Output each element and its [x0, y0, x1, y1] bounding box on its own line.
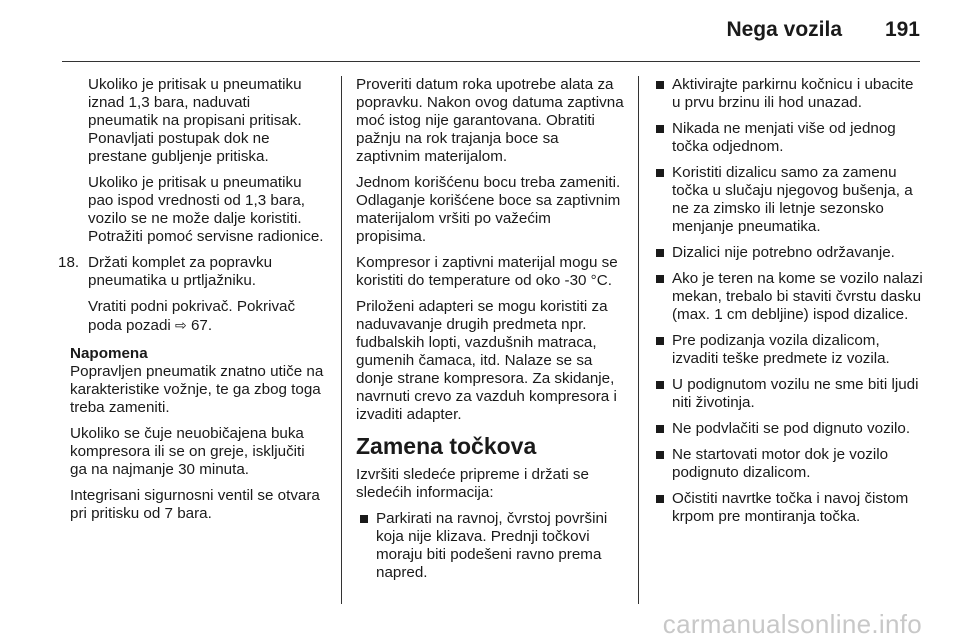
step-number: 18.: [58, 254, 80, 271]
column-divider-2: [638, 76, 639, 604]
bullet-item: [652, 332, 926, 368]
bullet-item: [652, 376, 926, 412]
page-number: 191: [884, 18, 920, 41]
note-paragraph: Ukoliko se čuje neuobičajena buka kompresora ili se on greje, isključiti ga na najmanje 30 minuta.: [70, 425, 305, 478]
bullet-square-icon: [656, 249, 664, 257]
bullet-text: Očistiti navrtke točka i navoj čistom krpom pre montiranja točka.: [672, 490, 909, 525]
page-reference[interactable]: 67.: [190, 317, 213, 334]
numbered-step-18: [58, 254, 324, 335]
bullet-text: Nikada ne menjati više od jednog točka odjednom.: [672, 120, 896, 155]
note-paragraph: Integrisani sigurnosni ventil se otvara pri pritisku od 7 bara.: [70, 487, 320, 522]
bullet-square-icon: [656, 81, 664, 89]
bullet-square-icon: [656, 425, 664, 433]
step-subtext: Vratiti podni pokrivač. Pokrivač poda pozadi ⇨ 67.: [88, 298, 296, 334]
note-heading: Napomena: [70, 345, 148, 362]
bullet-square-icon: [656, 169, 664, 177]
paragraph: Ukoliko je pritisak u pneumatiku iznad 1,3 bara, naduvati pneumatik na propisani pritisak. Ponavljati postupak dok ne prestane gubljenje pritiska.: [88, 76, 302, 165]
bullet-text: Ne startovati motor dok je vozilo podignuto dizalicom.: [672, 446, 889, 481]
bullet-item: [652, 270, 926, 324]
section-heading: Zamena točkova: [356, 433, 537, 459]
column-2: [356, 76, 624, 590]
paragraph: Izvršiti sledeće pripreme i držati se sledećih informacija:: [356, 466, 589, 501]
bullet-item: [652, 76, 926, 112]
column-3: [652, 76, 926, 534]
bullet-square-icon: [360, 515, 368, 523]
paragraph: Kompresor i zaptivni materijal mogu se koristiti do temperature od oko -30 °C.: [356, 254, 618, 289]
bullet-text: Aktivirajte parkirnu kočnicu i ubacite u prvu brzinu ili hod unazad.: [672, 76, 914, 111]
bullet-text: Dizalici nije potrebno održavanje.: [672, 244, 895, 261]
paragraph: Priloženi adapteri se mogu koristiti za naduvavanje drugih predmeta npr. fudbalskih lopti, vazdušnih matraca, gumenih čamaca, itd. Nalaze se sa donje strane kompresora. Za skidanje, navrnuti crevo za vazduh kompresora i izvaditi adapter.: [356, 298, 617, 423]
bullet-square-icon: [656, 495, 664, 503]
paragraph: Proveriti datum roka upotrebe alata za popravku. Nakon ovog datuma zaptivna moć istog nije garantovana. Obratiti pažnju na rok trajanja boce sa zaptivnim materijalom.: [356, 76, 624, 165]
bullet-item: [652, 446, 926, 482]
bullet-item: [652, 120, 926, 156]
watermark: carmanualsonline.info: [662, 609, 922, 639]
bullet-text: Koristiti dizalicu samo za zamenu točka u slučaju njegovog bušenja, a ne za zimsko ili letnje sezonsko menjanje pneumatika.: [672, 164, 913, 235]
bullet-item: [652, 244, 926, 262]
page-header: [0, 0, 960, 62]
bullet-square-icon: [656, 381, 664, 389]
bullet-text: Ako je teren na kome se vozilo nalazi mekan, trebalo bi staviti čvrstu dasku (max. 1 cm debljine) ispod dizalice.: [672, 270, 923, 323]
bullet-item: [652, 164, 926, 236]
bullet-square-icon: [656, 275, 664, 283]
column-1: [58, 76, 324, 531]
bullet-item: [652, 490, 926, 526]
bullet-text: U podignutom vozilu ne sme biti ljudi niti životinja.: [672, 376, 919, 411]
bullet-text: Ne podvlačiti se pod dignuto vozilo.: [672, 420, 911, 437]
bullet-text: Parkirati na ravnoj, čvrstoj površini koja nije klizava. Prednji točkovi moraju biti podešeni ravno prema napred.: [376, 510, 608, 581]
step-text: Držati komplet za popravku pneumatika u prtljažniku.: [88, 254, 273, 289]
paragraph: Ukoliko je pritisak u pneumatiku pao ispod vrednosti od 1,3 bara, vozilo se ne može dalje koristiti. Potražiti pomoć servisne radionice.: [88, 174, 324, 245]
bullet-square-icon: [656, 451, 664, 459]
bullet-text: Pre podizanja vozila dizalicom, izvaditi teške predmete iz vozila.: [672, 332, 890, 367]
bullet-square-icon: [656, 337, 664, 345]
paragraph: Jednom korišćenu bocu treba zameniti. Odlaganje korišćene boce sa zaptivnim materijalom vršiti po važećim propisima.: [356, 174, 621, 245]
note-box: [62, 345, 324, 523]
bullet-item: [356, 510, 624, 582]
note-paragraph: Popravljen pneumatik znatno utiče na karakteristike vožnje, te ga zbog toga treba zameniti.: [70, 363, 324, 416]
column-divider-1: [341, 76, 342, 604]
arrow-ref-icon[interactable]: ⇨: [175, 317, 187, 333]
header-divider: [62, 61, 920, 62]
page-title: Nega vozila: [726, 18, 842, 41]
bullet-item: [652, 420, 926, 438]
bullet-square-icon: [656, 125, 664, 133]
